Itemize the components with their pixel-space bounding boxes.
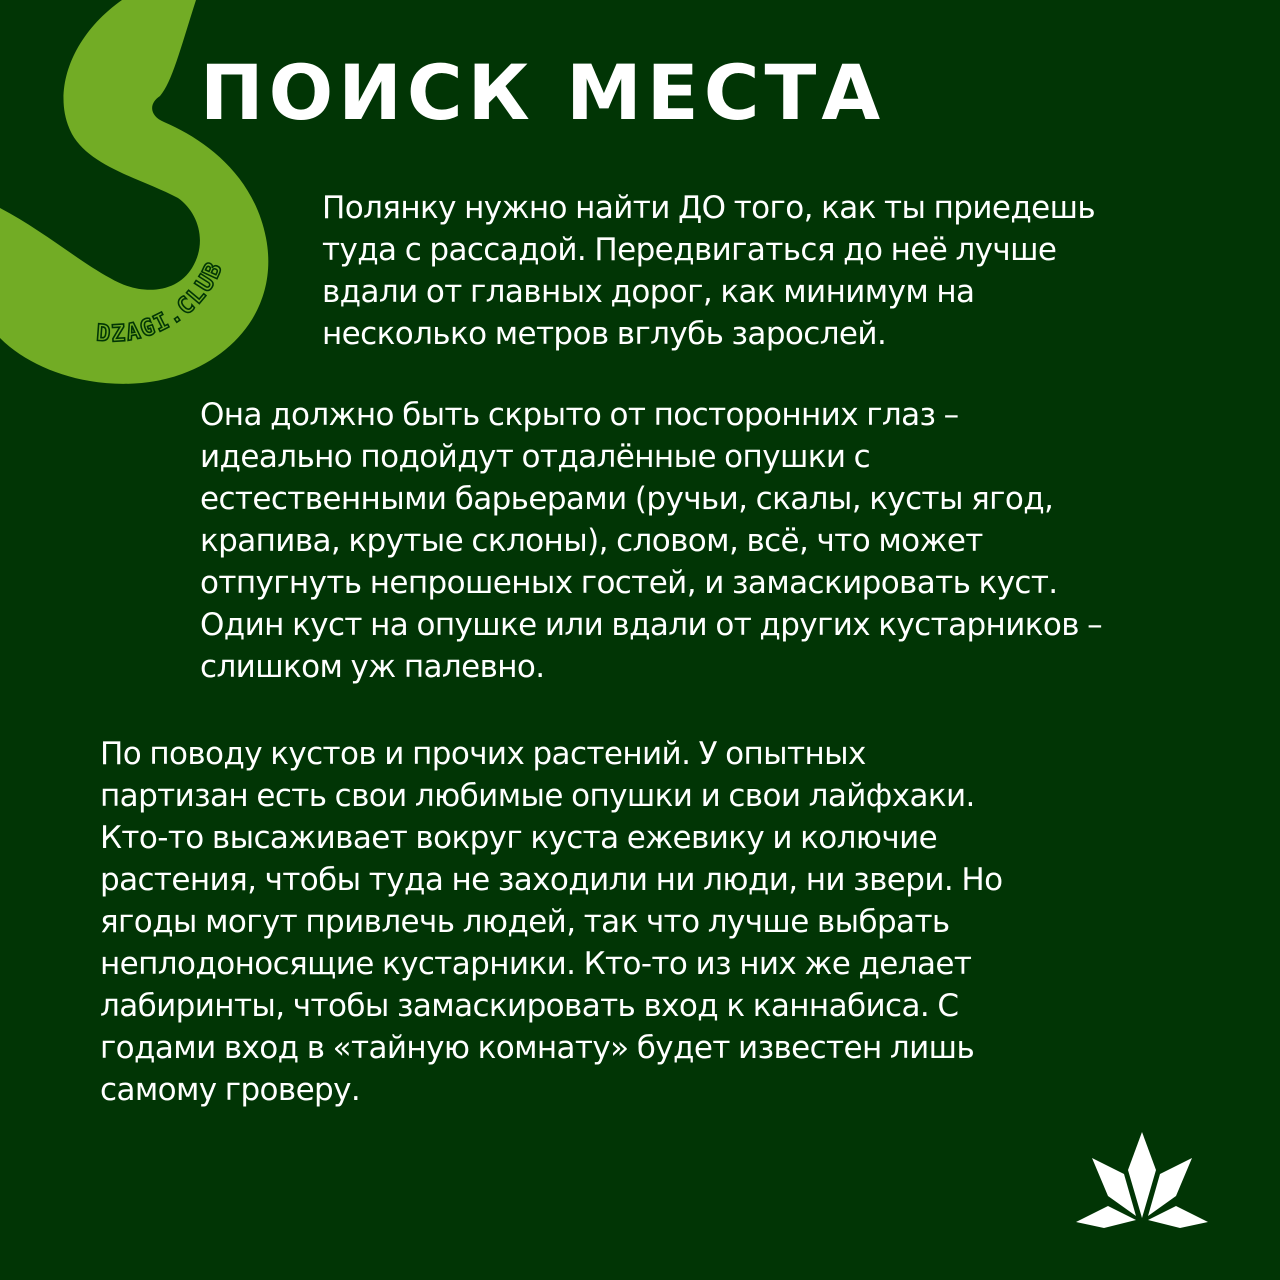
- cannabis-leaf-icon: [1074, 1130, 1210, 1230]
- brand-site-label: DZAGI.CLUB: [95, 257, 229, 348]
- paragraph-bushes: По поводу кустов и прочих растений. У опытных партизан есть свои любимые опушки и свои лайфхаки. Кто-то высаживает вокруг куста ежевику и колючие растения, чтобы туда не заходили ни люди, ни звери. Но ягоды могут привлечь людей, так что лучше выбрать неплодоносящие кустарники. Кто-то из них же делает лабиринты, чтобы замаскировать вход к каннабиса. С годами вход в «тайную комнату» будет известен лишь самому гроверу.: [100, 736, 1003, 1108]
- paragraph-hidden-spot: Она должно быть скрыто от посторонних глаз – идеально подойдут отдалённые опушки с естественными барьерами (ручьи, скалы, кусты ягод, крапива, крутые склоны), словом, всё, что может отпугнуть непрошеных гостей, и замаскировать куст. Один куст на опушке или вдали от других кустарников – слишком уж палевно.: [200, 397, 1103, 685]
- page-title: ПОИСК МЕСТА: [200, 48, 886, 137]
- paragraph-intro: Полянку нужно найти ДО того, как ты приедешь туда с рассадой. Передвигаться до неё лучше вдали от главных дорог, как минимум на несколько метров вглубь зарослей.: [322, 190, 1096, 352]
